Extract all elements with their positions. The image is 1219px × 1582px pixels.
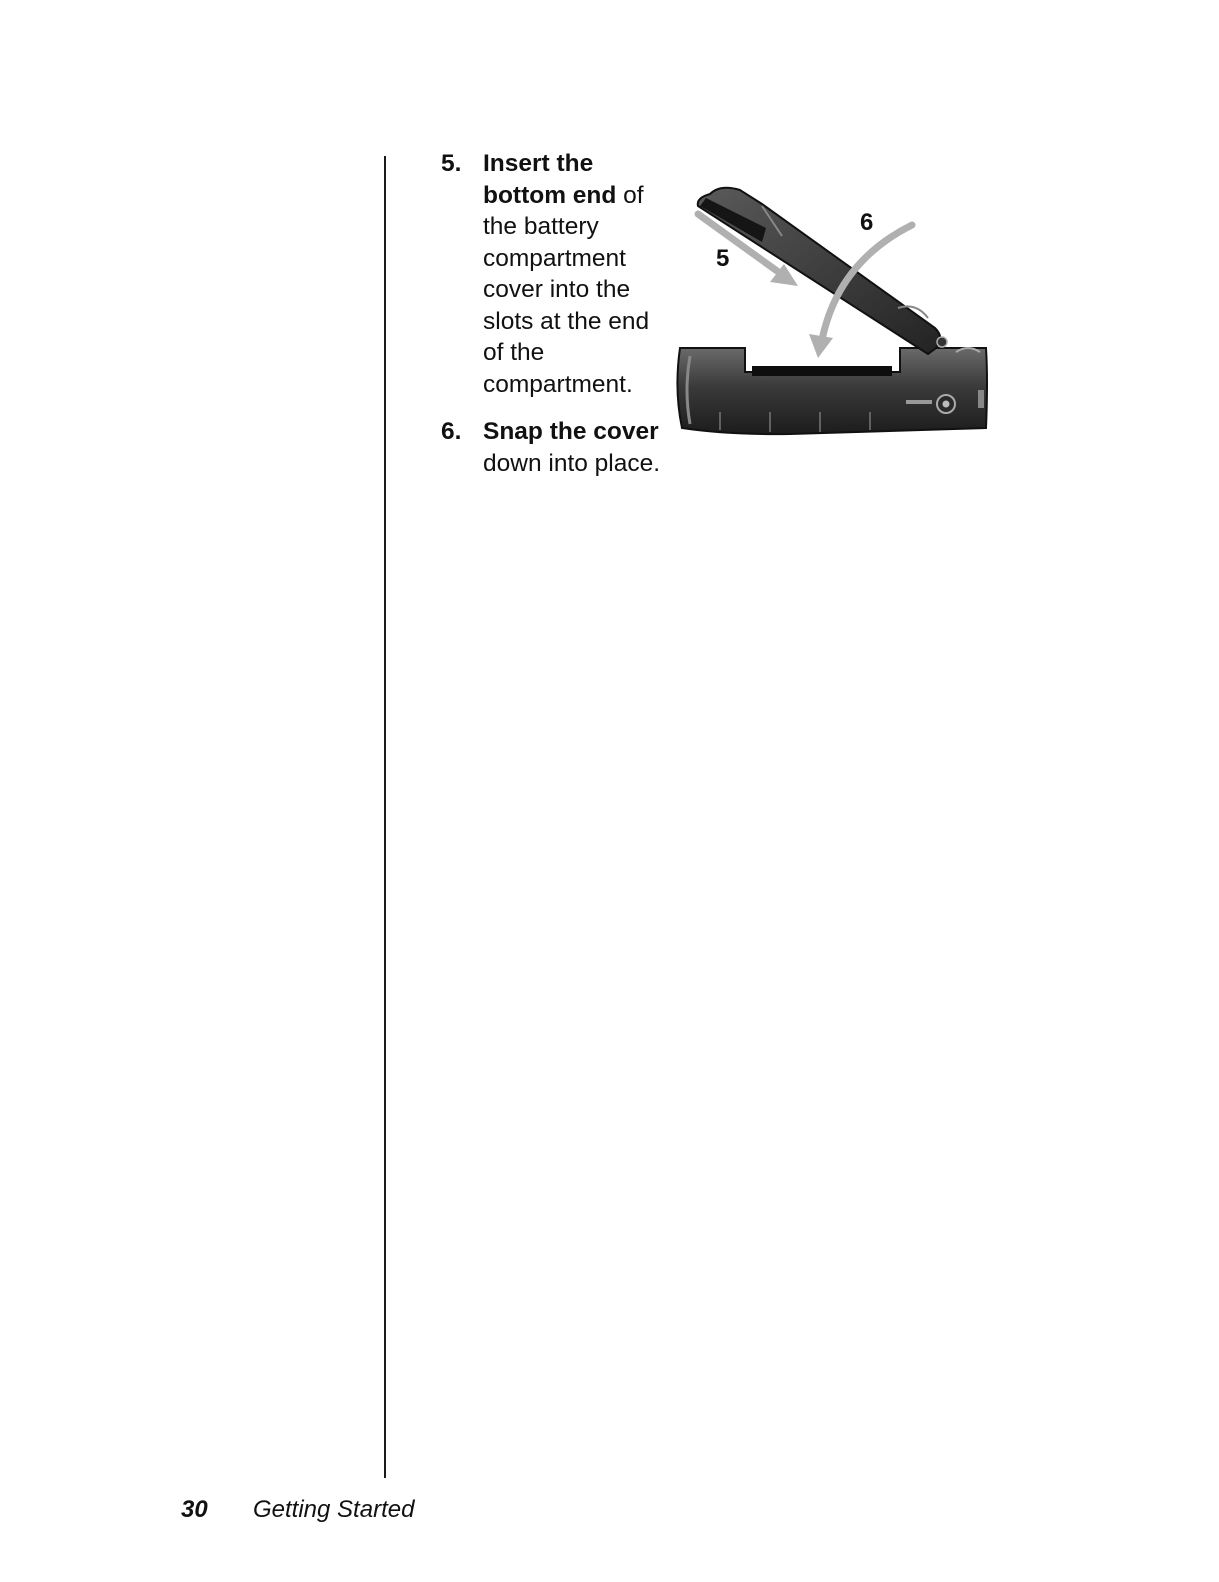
step-text: of the battery compartment cover into the slots at the end of the compartment.: [483, 181, 650, 398]
figure-label-5: 5: [716, 245, 730, 272]
battery-cover-illustration: [670, 180, 1000, 440]
figure-label-6: 6: [860, 209, 874, 236]
step-action: Snap the cover: [483, 418, 659, 445]
step-number: 5.: [441, 150, 462, 177]
step-text: down into place.: [483, 449, 661, 477]
step-number: 6.: [441, 418, 462, 445]
page-number: 30: [181, 1496, 208, 1523]
instruction-steps: [441, 148, 671, 495]
section-title: Getting Started: [253, 1496, 415, 1523]
device-body: [677, 348, 987, 434]
margin-rule: [384, 156, 386, 1478]
step-6: [441, 416, 671, 479]
step-5: [441, 148, 671, 400]
step-action: Insert the bottom end: [483, 150, 617, 209]
